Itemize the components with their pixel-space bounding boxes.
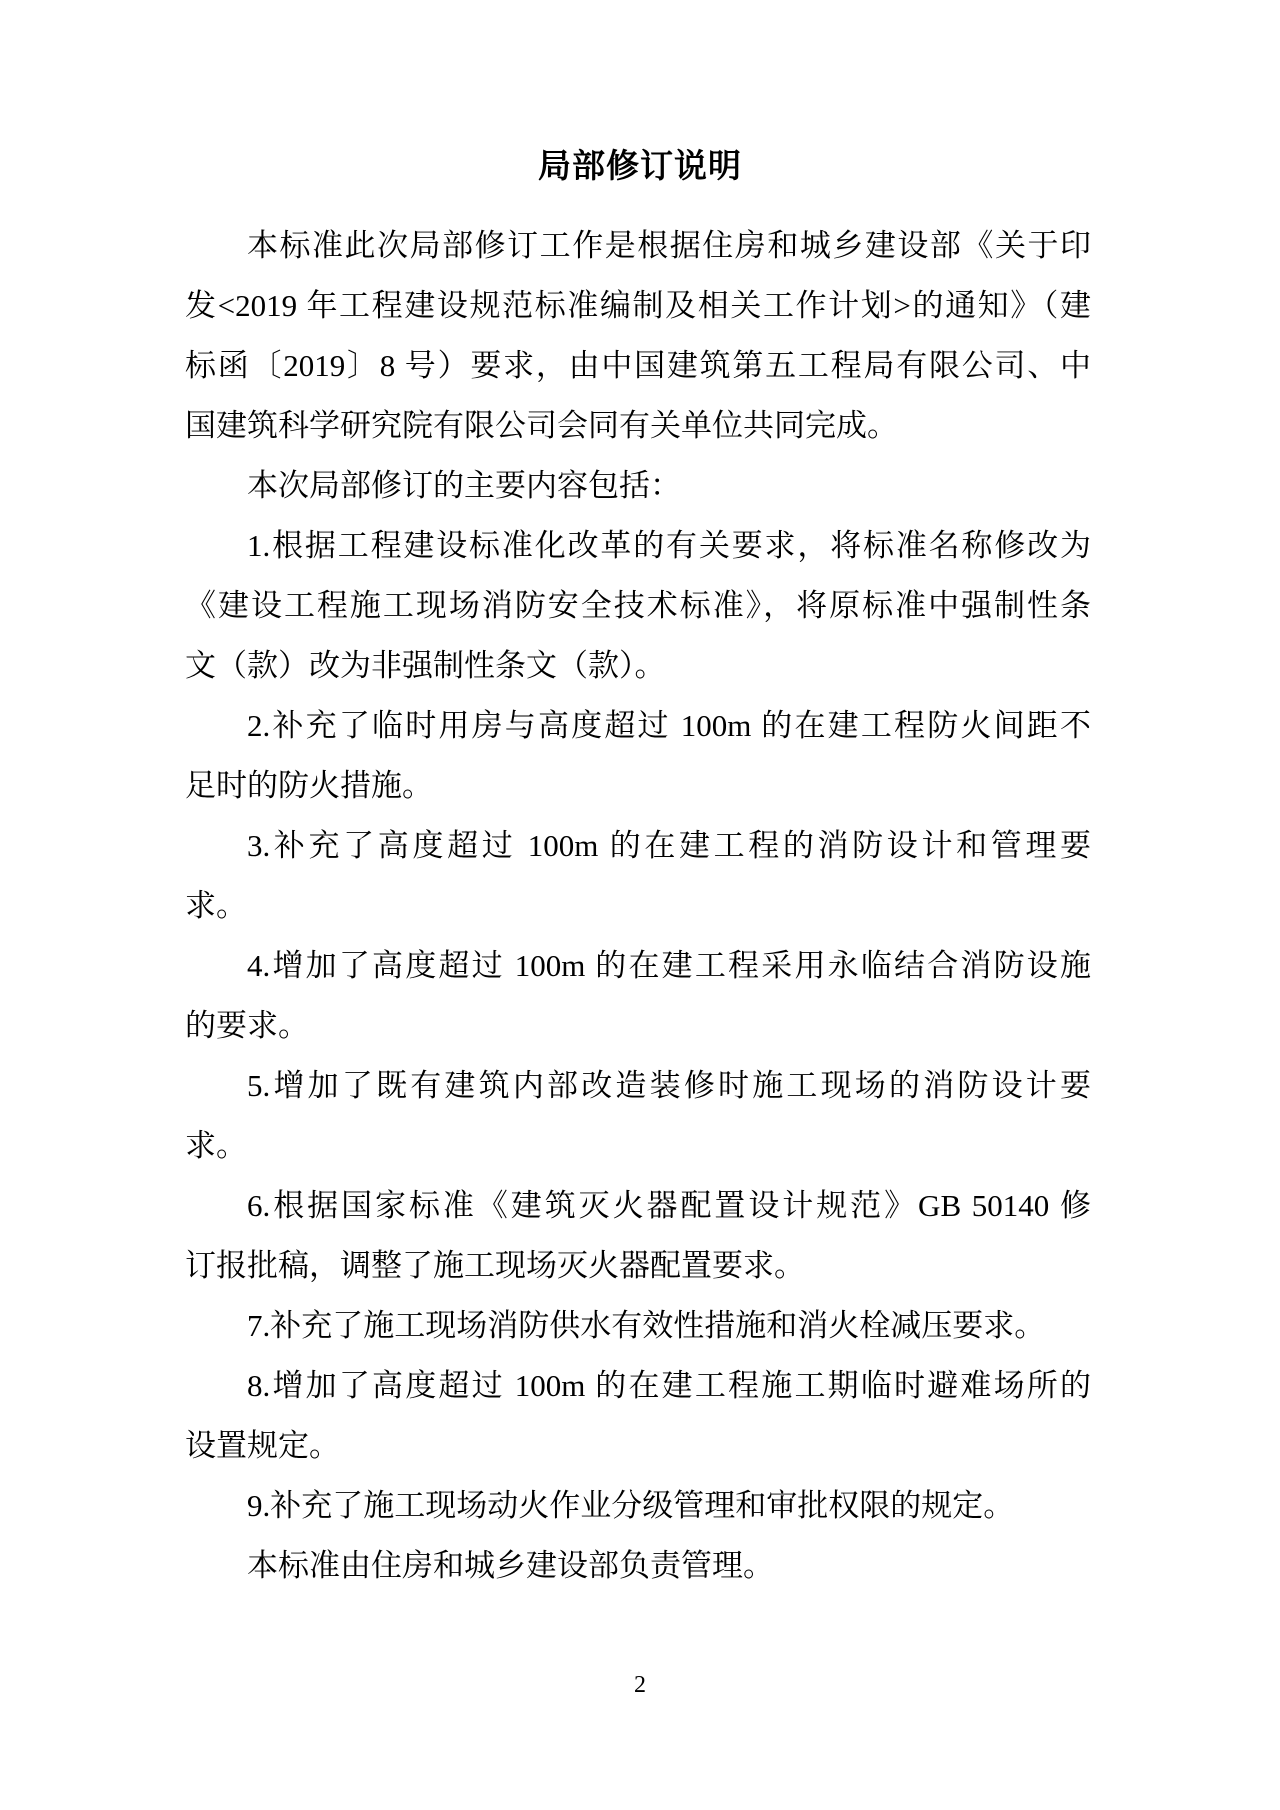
page-title: 局部修订说明	[538, 149, 742, 185]
text-line: 订报批稿，调整了施工现场灭火器配置要求。	[185, 1248, 805, 1283]
document-body	[185, 216, 1091, 1596]
text-line: 5.增加了既有建筑内部改造装修时施工现场的消防设计要	[247, 1068, 1091, 1103]
text-line: 《建设工程施工现场消防安全技术标准》，将原标准中强制性条	[185, 588, 1091, 623]
page-number: 2	[634, 1672, 646, 1698]
text-line: 1.根据工程建设标准化改革的有关要求，将标准名称修改为	[247, 528, 1091, 563]
text-line: 设置规定。	[185, 1428, 340, 1463]
text-line: 发<2019 年工程建设规范标准编制及相关工作计划>的通知》（建	[185, 288, 1091, 323]
text-line: 国建筑科学研究院有限公司会同有关单位共同完成。	[185, 408, 898, 443]
text-line: 本标准此次局部修订工作是根据住房和城乡建设部《关于印	[247, 228, 1091, 263]
text-line: 本标准由住房和城乡建设部负责管理。	[247, 1548, 774, 1583]
text-line: 本次局部修订的主要内容包括：	[247, 468, 681, 503]
text-line: 2.补充了临时用房与高度超过 100m 的在建工程防火间距不	[247, 708, 1091, 743]
text-line: 求。	[185, 1128, 247, 1163]
text-line: 9.补充了施工现场动火作业分级管理和审批权限的规定。	[247, 1488, 1015, 1523]
text-line: 足时的防火措施。	[185, 768, 433, 803]
text-line: 求。	[185, 888, 247, 923]
text-line: 4.增加了高度超过 100m 的在建工程采用永临结合消防设施	[247, 948, 1091, 983]
text-line: 7.补充了施工现场消防供水有效性措施和消火栓减压要求。	[247, 1308, 1046, 1343]
text-line: 文（款）改为非强制性条文（款）。	[185, 648, 666, 683]
text-line: 标函〔2019〕8 号）要求，由中国建筑第五工程局有限公司、中	[185, 348, 1091, 383]
text-line: 3.补充了高度超过 100m 的在建工程的消防设计和管理要	[247, 828, 1091, 863]
text-line: 6.根据国家标准《建筑灭火器配置设计规范》GB 50140 修	[247, 1188, 1091, 1223]
text-line: 8.增加了高度超过 100m 的在建工程施工期临时避难场所的	[247, 1368, 1091, 1403]
text-line: 的要求。	[185, 1008, 309, 1043]
